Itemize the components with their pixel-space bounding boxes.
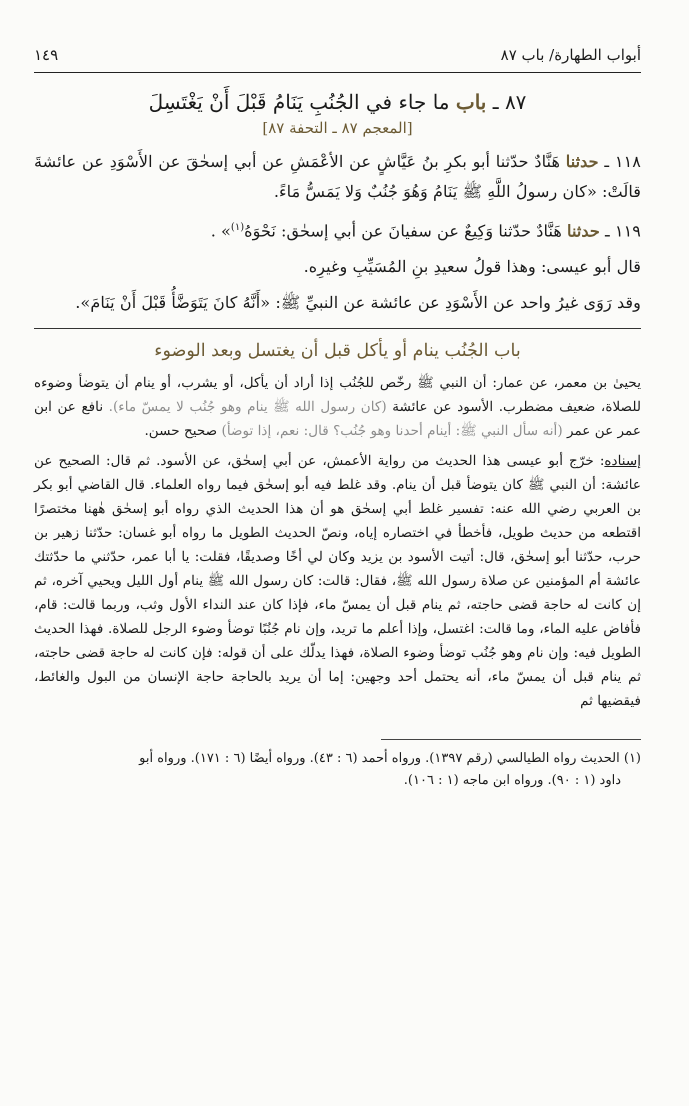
hadith-118-number: ١١٨ ـ (604, 152, 641, 171)
hadith-118-haddathana: حدثنا (565, 152, 599, 171)
hadith-119-end: » . (210, 221, 231, 241)
commentary-p1-text-c: صحيح حسن. (144, 423, 218, 440)
hadith-118-text: هَنَّادٌ حدّثنا أبو بكرِ بنُ عَيَّاشٍ عن الأعْمَشِ عن أبي إسحٰقَ عن الأَسْوَدِ عن عائشةَ قالَتْ: «كان رسولُ اللَّهِ ﷺ يَنَامُ وَهُوَ جُنُبٌ وَلا يَمَسُّ مَاءً. (34, 152, 641, 201)
commentary-p1-text-a: يحيىٰ بن معمر، عن عمار: أن النبي ﷺ رخّص للجُنُب إذا أراد أن يأكل، أو يشرب، أو ينام أن يتوضأ وضوءه للصلاة، ضعيف مضطرب. الأسود عن عائشة (34, 375, 641, 416)
hadith-119-haddathana: حدثنا (567, 221, 600, 241)
page-header (34, 0, 641, 66)
commentary-p2-text: : خرّج أبو عيسى هذا الحديث من رواية الأعمش، عن أبي إسحٰق، عن الأسود. ثم قال: الصحيح عن عائشة: أن النبي ﷺ كان يتوضأ قبل أن ينام. وقد غلط فيه أبو إسحٰق فيما رواه العلماء. قال القاضي أبو بكر بن العربي رضي الله عنه: تفسير غلط أبي إسحٰق هو أن هذا الحديث الذي رواه أبو إسحٰق هٰهنا مختصرًا اقتطعه من حديث طويل، فأخطأ في اختصاره إياه، ونصّ الحديث الطويل ما رواه أبو غسان: حدّثنا زهير بن حرب، حدّثنا أبو إسحٰق، قال: أتيت الأسود بن يزيد وكان لي أخًا وصديقًا، فقلت: يا أبا عمر، حدّثني ما حدّثتك عائشة أم المؤمنين عن صلاة رسول الله ﷺ، فقال: قالت: كان رسول الله ﷺ ينام أول الليل ويحيي آخره، ثم إن كانت له حاجة قضى حاجته، ثم ينام قبل أن يمسّ ماء، فإذا كان عند النداء الأول وثب، وربما قالت: قام، فأفاض عليه الماء، وما قالت: اغتسل، وإذا أعلم ما تريد، وإن نام جُنُبًا توضأ وضوء الرجل للصلاة. فهذا الحديث الطويل فيه: وإن نام وهو جُنُب توضأ وضوء الصلاة، فهذا يدلّك على أن قوله: فإن كانت له حاجة قضى حاجته، ثم ينام قبل أن يمسّ ماء، أنه يحتمل أحد وجهين: إما أن يريد بالحاجة حاجة الإنسان من البول والغائط، فيقضيها ثم (34, 453, 641, 710)
commentary-p1-quote-2: (أنه سأل النبي ﷺ: أينام أحدنا وهو جُنُب؟ قال: نعم، إذا توضأ) (221, 423, 563, 440)
chapter-heading: ما جاء في الجُنُبِ يَنَامُ قَبْلَ أَنْ يَغْتَسِلَ (148, 90, 450, 114)
abu-isa-statement: قال أبو عيسى: وهذا قولُ سعيدِ بنِ المُسَيِّبِ وغيرِه. (303, 257, 641, 277)
hadith-118 (34, 147, 641, 207)
commentary-paragraph-1 (34, 371, 641, 443)
chapter-number: ٨٧ ـ (492, 90, 527, 114)
page-number: ١٤٩ (34, 46, 59, 64)
rawa-statement: وقد رَوَى غيرُ واحد عن الأَسْوَدِ عن عائشة عن النبيِّ ﷺ: «أَنَّهُ كانَ يَتَوَضَّأُ قَبْلَ أَنْ يَنَامَ». (75, 293, 641, 313)
commentary-paragraph-2 (34, 449, 641, 713)
chapter-reference: [المعجم ٨٧ ـ التحفة ٨٧] (262, 119, 413, 137)
running-title: أبواب الطهارة/ باب ٨٧ (500, 46, 641, 64)
commentary-p1-text-b: نافع عن ابن عمر عن عمر (34, 399, 641, 440)
footnote-line-1: (١) الحديث رواه الطيالسي (رقم ١٣٩٧). ورواه أحمد (٦ : ٤٣). ورواه أيضًا (٦ : ١٧١). ورواه أبو (139, 751, 641, 767)
hadith-119-text: هَنَّادٌ حدّثنا وَكِيعٌ عن سفيانَ عن أبي إسحٰق: نَحْوَهُ (244, 221, 562, 241)
hadith-119-number: ١١٩ ـ (605, 221, 641, 241)
commentary-p1-quote-1: (كان رسول الله ﷺ ينام وهو جُنُب لا يمسّ ماء). (108, 399, 387, 416)
commentary-section-title: باب الجُنُب ينام أو يأكل قبل أن يغتسل وبعد الوضوء (154, 341, 521, 362)
footnote-line-2: داود (١ : ٩٠). ورواه ابن ماجه (١ : ١٠٦). (403, 773, 621, 789)
footnote-rule (381, 739, 641, 740)
footnote (34, 748, 641, 792)
chapter-bab-word: باب (455, 90, 487, 114)
section-divider (34, 328, 641, 329)
chapter-title (34, 87, 641, 117)
hadith-119 (34, 213, 641, 246)
isnad-label: إسناده (604, 453, 641, 470)
header-rule (34, 72, 641, 73)
footnote-marker[interactable]: (١) (230, 222, 245, 233)
